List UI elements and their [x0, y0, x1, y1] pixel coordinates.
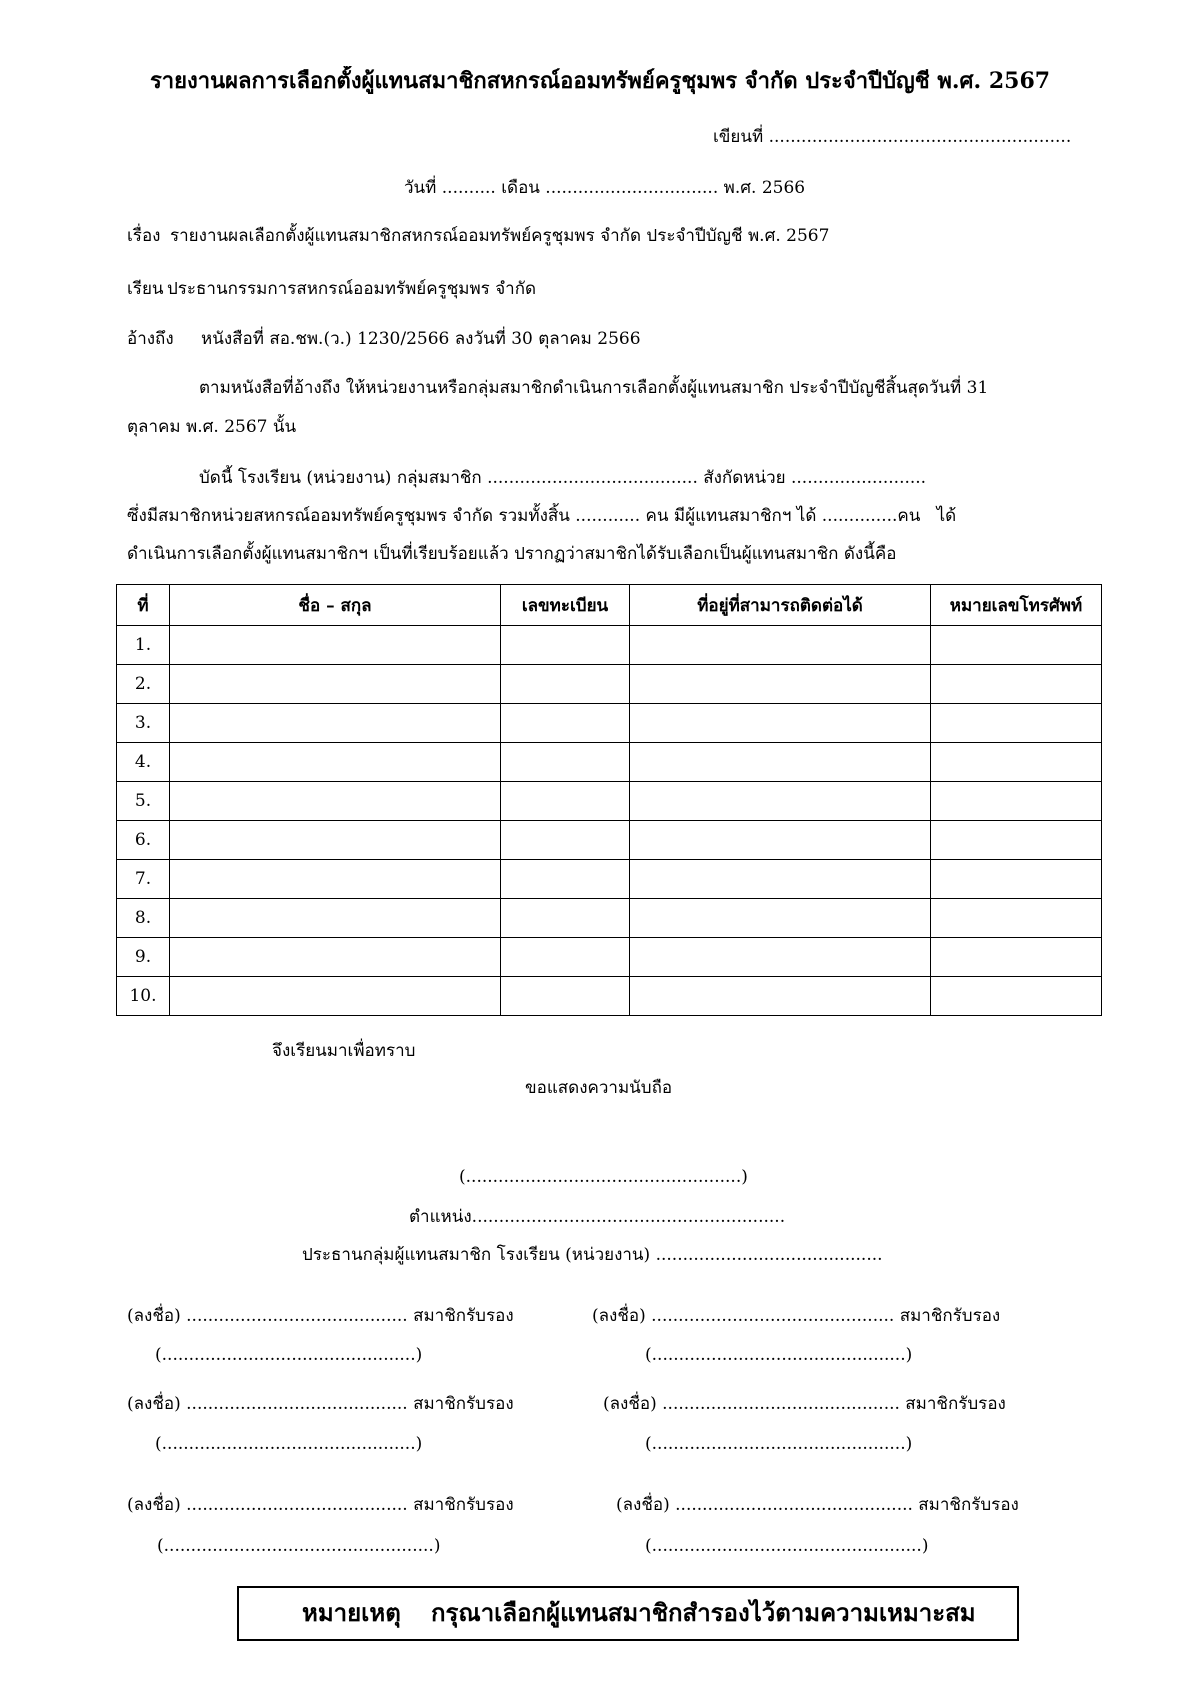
name-cell — [170, 977, 501, 1016]
registration-cell — [501, 665, 630, 704]
phone-cell — [931, 899, 1102, 938]
table-row — [117, 860, 1102, 899]
row-number: 3. — [117, 704, 170, 743]
row-number: 2. — [117, 665, 170, 704]
signer-name-line: (...................................................) — [459, 1167, 748, 1187]
name-cell — [170, 743, 501, 782]
subject-label: เรื่อง — [127, 226, 161, 246]
paragraph-1-line-1: ตามหนังสือที่อ้างถึง ให้หน่วยงานหรือกลุ่มสมาชิกดำเนินการเลือกตั้งผู้แทนสมาชิก ประจำปีบัญชีสิ้นสุดวันที่ 31 — [199, 378, 989, 398]
regards-line: ขอแสดงความนับถือ — [525, 1078, 673, 1098]
table-row — [117, 938, 1102, 977]
certifier-signature: (ลงชื่อ) ......................................... สมาชิกรับรอง — [127, 1394, 514, 1414]
closing-line: จึงเรียนมาเพื่อทราบ — [272, 1041, 416, 1061]
phone-cell — [931, 938, 1102, 977]
name-cell — [170, 860, 501, 899]
registration-cell — [501, 743, 630, 782]
phone-cell — [931, 821, 1102, 860]
registration-cell — [501, 821, 630, 860]
name-cell — [170, 938, 501, 977]
phone-cell — [931, 860, 1102, 899]
certifier-signature: (ลงชื่อ) ......................................... สมาชิกรับรอง — [127, 1306, 514, 1326]
row-number: 4. — [117, 743, 170, 782]
table-row — [117, 626, 1102, 665]
header-registration: เลขทะเบียน — [501, 585, 630, 626]
registration-cell — [501, 860, 630, 899]
certifier-name: (...............................................) — [155, 1434, 423, 1454]
name-cell — [170, 626, 501, 665]
name-cell — [170, 704, 501, 743]
registration-cell — [501, 626, 630, 665]
registration-cell — [501, 782, 630, 821]
address-cell — [630, 743, 931, 782]
header-no: ที่ — [117, 585, 170, 626]
row-number: 1. — [117, 626, 170, 665]
row-number: 10. — [117, 977, 170, 1016]
reference-label: อ้างถึง — [127, 329, 174, 349]
certifier-name: (...............................................) — [645, 1345, 913, 1365]
certifier-name: (...............................................) — [155, 1345, 423, 1365]
phone-cell — [931, 704, 1102, 743]
signer-role-line: ประธานกลุ่มผู้แทนสมาชิก โรงเรียน (หน่วยงาน) .......................................... — [302, 1245, 883, 1265]
subject-text: รายงานผลเลือกตั้งผู้แทนสมาชิกสหกรณ์ออมทรัพย์ครูชุมพร จำกัด ประจำปีบัญชี พ.ศ. 2567 — [170, 226, 830, 246]
table-row — [117, 977, 1102, 1016]
signer-position-line: ตำแหน่ง.......................................................... — [409, 1207, 786, 1227]
address-cell — [630, 977, 931, 1016]
address-cell — [630, 821, 931, 860]
certifier-signature: (ลงชื่อ) ............................................ สมาชิกรับรอง — [616, 1495, 1019, 1515]
row-number: 7. — [117, 860, 170, 899]
table-row — [117, 899, 1102, 938]
name-cell — [170, 782, 501, 821]
row-number: 8. — [117, 899, 170, 938]
row-number: 5. — [117, 782, 170, 821]
address-cell — [630, 782, 931, 821]
certifier-signature: (ลงชื่อ) ......................................... สมาชิกรับรอง — [127, 1495, 514, 1515]
phone-cell — [931, 626, 1102, 665]
phone-cell — [931, 977, 1102, 1016]
table-row — [117, 704, 1102, 743]
certifier-signature: (ลงชื่อ) ............................................ สมาชิกรับรอง — [603, 1394, 1006, 1414]
name-cell — [170, 899, 501, 938]
to-label: เรียน — [127, 279, 164, 299]
certifier-name: (...............................................) — [645, 1434, 913, 1454]
table-row — [117, 665, 1102, 704]
table-row — [117, 821, 1102, 860]
paragraph-2-line-3: ดำเนินการเลือกตั้งผู้แทนสมาชิกฯ เป็นที่เรียบร้อยแล้ว ปรากฏว่าสมาชิกได้รับเลือกเป็นผู้แทนสมาชิก ดังนี้คือ — [127, 544, 897, 564]
document-title: รายงานผลการเลือกตั้งผู้แทนสมาชิกสหกรณ์ออมทรัพย์ครูชุมพร จำกัด ประจำปีบัญชี พ.ศ. 2567 — [149, 68, 1051, 94]
registration-cell — [501, 704, 630, 743]
note-text: กรุณาเลือกผู้แทนสมาชิกสำรองไว้ตามความเหมาะสม — [431, 1598, 976, 1627]
to-text: ประธานกรรมการสหกรณ์ออมทรัพย์ครูชุมพร จำกัด — [167, 279, 537, 299]
reference-text: หนังสือที่ สอ.ชพ.(ว.) 1230/2566 ลงวันที่ 30 ตุลาคม 2566 — [201, 329, 641, 349]
name-cell — [170, 821, 501, 860]
written-at-line: เขียนที่ ........................................................ — [713, 127, 1072, 147]
address-cell — [630, 899, 931, 938]
paragraph-2-line-2: ซึ่งมีสมาชิกหน่วยสหกรณ์ออมทรัพย์ครูชุมพร จำกัด รวมทั้งสิ้น ............ คน มีผู้แทนสมาชิกฯ ได้ ..............คน ได้ — [127, 506, 957, 526]
paragraph-2-line-1: บัดนี้ โรงเรียน (หน่วยงาน) กลุ่มสมาชิก ....................................... สังกัดหน่วย ......................... — [199, 468, 927, 488]
name-cell — [170, 665, 501, 704]
note-label: หมายเหตุ — [302, 1598, 401, 1627]
address-cell — [630, 860, 931, 899]
address-cell — [630, 938, 931, 977]
date-line: วันที่ .......... เดือน ................................ พ.ศ. 2566 — [404, 178, 806, 198]
registration-cell — [501, 977, 630, 1016]
table-row — [117, 782, 1102, 821]
paragraph-1-line-2: ตุลาคม พ.ศ. 2567 นั้น — [127, 417, 297, 437]
registration-cell — [501, 899, 630, 938]
phone-cell — [931, 743, 1102, 782]
phone-cell — [931, 782, 1102, 821]
address-cell — [630, 665, 931, 704]
header-address: ที่อยู่ที่สามารถติดต่อได้ — [630, 585, 931, 626]
certifier-name: (..................................................) — [157, 1536, 441, 1556]
table-header-row — [117, 585, 1102, 626]
header-phone: หมายเลขโทรศัพท์ — [931, 585, 1102, 626]
row-number: 9. — [117, 938, 170, 977]
address-cell — [630, 626, 931, 665]
registration-cell — [501, 938, 630, 977]
header-name: ชื่อ – สกุล — [170, 585, 501, 626]
phone-cell — [931, 665, 1102, 704]
certifier-signature: (ลงชื่อ) ............................................. สมาชิกรับรอง — [592, 1306, 1001, 1326]
note-box — [237, 1586, 1019, 1641]
representatives-table — [116, 584, 1102, 1016]
certifier-name: (..................................................) — [645, 1536, 929, 1556]
row-number: 6. — [117, 821, 170, 860]
address-cell — [630, 704, 931, 743]
table-row — [117, 743, 1102, 782]
